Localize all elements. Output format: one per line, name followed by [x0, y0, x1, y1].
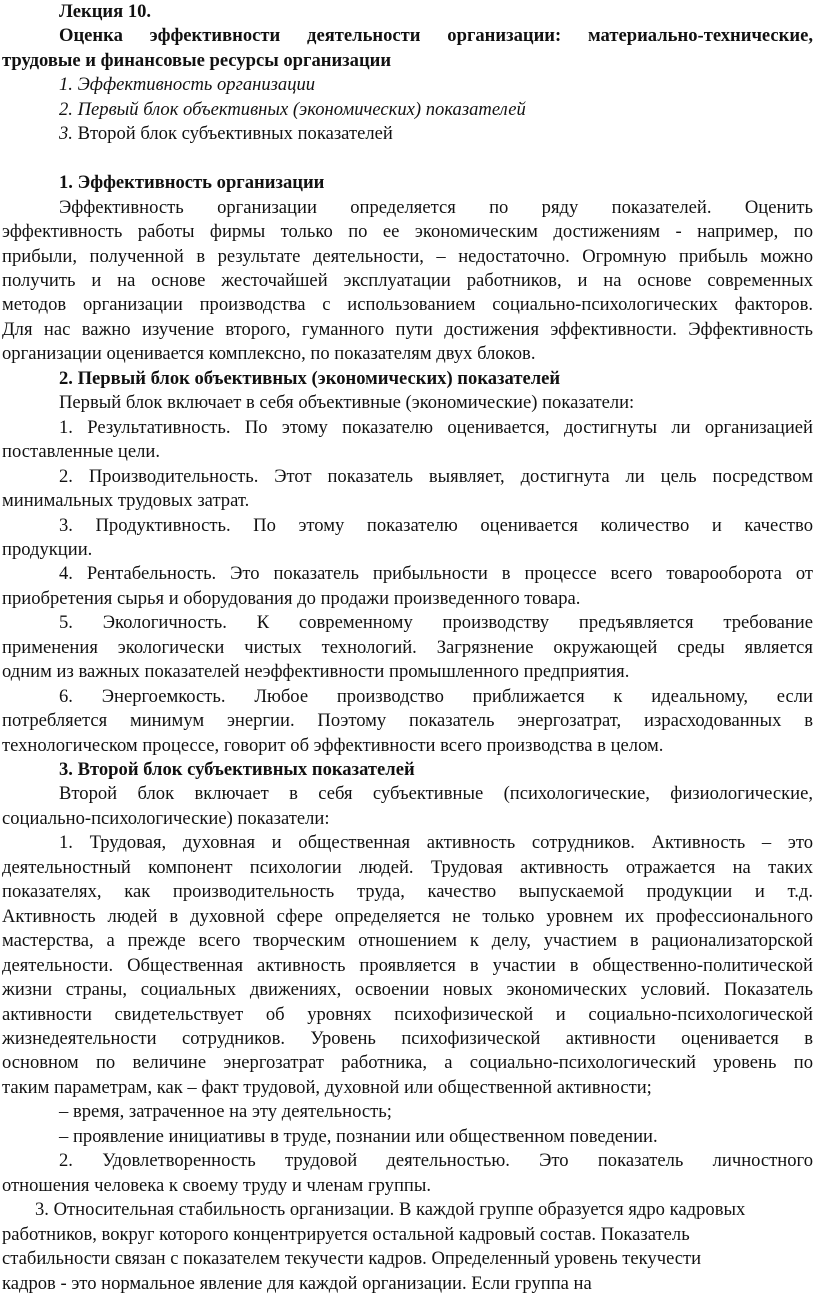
section-2-item-3-cont: продукции. — [2, 538, 93, 560]
section-3-item-1-cont: активности свидетельствует об уровнях психофизической и социально-психологической — [2, 1003, 813, 1025]
section-2-item-3: 3. Продуктивность. По этому показателю оценивается количество и качество — [59, 514, 813, 536]
section-3-item-1-cont: деятельности. Общественная активность проявляется в участии в общественно-политической — [2, 954, 813, 976]
section-3-item-1: 1. Трудовая, духовная и общественная активность сотрудников. Активность – это — [59, 832, 813, 854]
toc-item-1: 1. Эффективность организации — [59, 74, 316, 96]
section-2-intro: Первый блок включает в себя объективные (экономические) показатели: — [59, 392, 635, 414]
section-2-item-6: 6. Энергоемкость. Любое производство приближается к идеальному, если — [59, 685, 813, 707]
lecture-title-line-2: трудовые и финансовые ресурсы организации — [2, 49, 392, 71]
section-1-heading: 1. Эффективность организации — [59, 172, 325, 194]
section-2-item-1: 1. Результативность. По этому показателю оценивается, достигнуты ли организацией — [59, 416, 813, 438]
section-3-item-3-cont: стабильности связан с показателем текучести кадров. Определенный уровень текучести — [2, 1248, 702, 1270]
section-3-item-2: 2. Удовлетворенность трудовой деятельностью. Это показатель личностного — [59, 1150, 813, 1172]
section-1-line: получить и на основе жесточайшей эксплуатации работников, и на основе современных — [2, 269, 813, 291]
section-3-intro-cont: социально-психологические) показатели: — [2, 807, 330, 829]
section-1-line: прибыли, полученной в результате деятельности, – недостаточно. Огромную прибыль можно — [2, 245, 813, 267]
section-2-item-4-cont: приобретения сырья и оборудования до продажи произведенного товара. — [2, 587, 581, 609]
section-3-item-3: 3. Относительная стабильность организации. В каждой группе образуется ядро кадровых — [35, 1199, 746, 1221]
section-3-item-1-cont: деятельностный компонент психологии людей. Трудовая активность отражается на таких — [2, 856, 813, 878]
section-2-item-5-cont: применения экологически чистых технологий. Загрязнение окружающей среды является — [2, 636, 813, 658]
section-3-item-1-cont: жизни страны, социальных движениях, освоении новых экономических условий. Показатель — [2, 979, 813, 1001]
section-3-item-2-cont: отношения человека к своему труду и членам группы. — [2, 1174, 431, 1196]
section-2-item-4: 4. Рентабельность. Это показатель прибыльности в процессе всего товарооборота от — [59, 563, 813, 585]
section-3-heading: 3. Второй блок субъективных показателей — [59, 759, 415, 781]
section-3-item-1-cont: мастерства, а прежде всего творческим отношением к делу, участием в рационализаторской — [2, 930, 813, 952]
section-2-item-2: 2. Производительность. Этот показатель выявляет, достигнута ли цель посредством — [59, 465, 813, 487]
section-3-item-1-cont: таким параметрам, как – факт трудовой, духовной или общественной активности; — [2, 1076, 652, 1098]
section-1-line: эффективность работы фирмы только по ее экономическим достижениям - например, по — [2, 221, 813, 243]
section-2-item-6-cont: потребляется минимум энергии. Поэтому показатель энергозатрат, израсходованных в — [2, 710, 813, 732]
section-3-item-1-cont: Активность людей в духовной сфере определяется не только уровнем их профессионального — [2, 905, 813, 927]
section-3-item-3-cont: работников, вокруг которого концентрируется остальной кадровый состав. Показатель — [2, 1223, 690, 1245]
toc-item-2: 2. Первый блок объективных (экономических) показателей — [59, 98, 526, 120]
section-3-item-3-cont: кадров - это нормальное явление для каждой организации. Если группа на — [2, 1272, 592, 1294]
section-1-line: Для нас важно изучение второго, гуманного пути достижения эффективности. Эффективность — [2, 318, 813, 340]
section-3-dash-item: – время, затраченное на эту деятельность; — [59, 1101, 392, 1123]
section-1-line: Эффективность организации определяется по ряду показателей. Оценить — [59, 196, 813, 218]
lecture-title-line-1: Оценка эффективности деятельности организации: материально-технические, — [59, 25, 813, 47]
section-1-line: организации оценивается комплексно, по показателям двух блоков. — [2, 343, 536, 365]
section-2-item-1-cont: поставленные цели. — [2, 441, 161, 463]
section-2-item-2-cont: минимальных трудовых затрат. — [2, 490, 250, 512]
section-2-item-5: 5. Экологичность. К современному производству предъявляется требование — [59, 612, 813, 634]
section-2-heading: 2. Первый блок объективных (экономических) показателей — [59, 367, 561, 389]
section-1-line: методов организации производства с использованием социально-психологических факторов. — [2, 294, 813, 316]
toc-item-3: 3. Второй блок субъективных показателей — [59, 123, 393, 145]
lecture-number: Лекция 10. — [59, 1, 152, 22]
section-3-item-1-cont: жизнедеятельности сотрудников. Уровень психофизической активности оценивается в — [2, 1028, 813, 1050]
section-3-intro: Второй блок включает в себя субъективные (психологические, физиологические, — [59, 783, 813, 805]
spacer — [2, 147, 813, 171]
section-2-item-5-cont: одним из важных показателей неэффективности промышленного предприятия. — [2, 661, 630, 683]
section-3-item-1-cont: показателях, как производительность труда, качество выпускаемой продукции и т.д. — [2, 881, 813, 903]
section-3-dash-item: – проявление инициативы в труде, познании или общественном поведении. — [59, 1125, 658, 1147]
section-3-item-1-cont: основном по величине энергозатрат работника, а социально-психологический уровень по — [2, 1052, 813, 1074]
section-2-item-6-cont: технологическом процессе, говорит об эффективности всего производства в целом. — [2, 734, 664, 756]
